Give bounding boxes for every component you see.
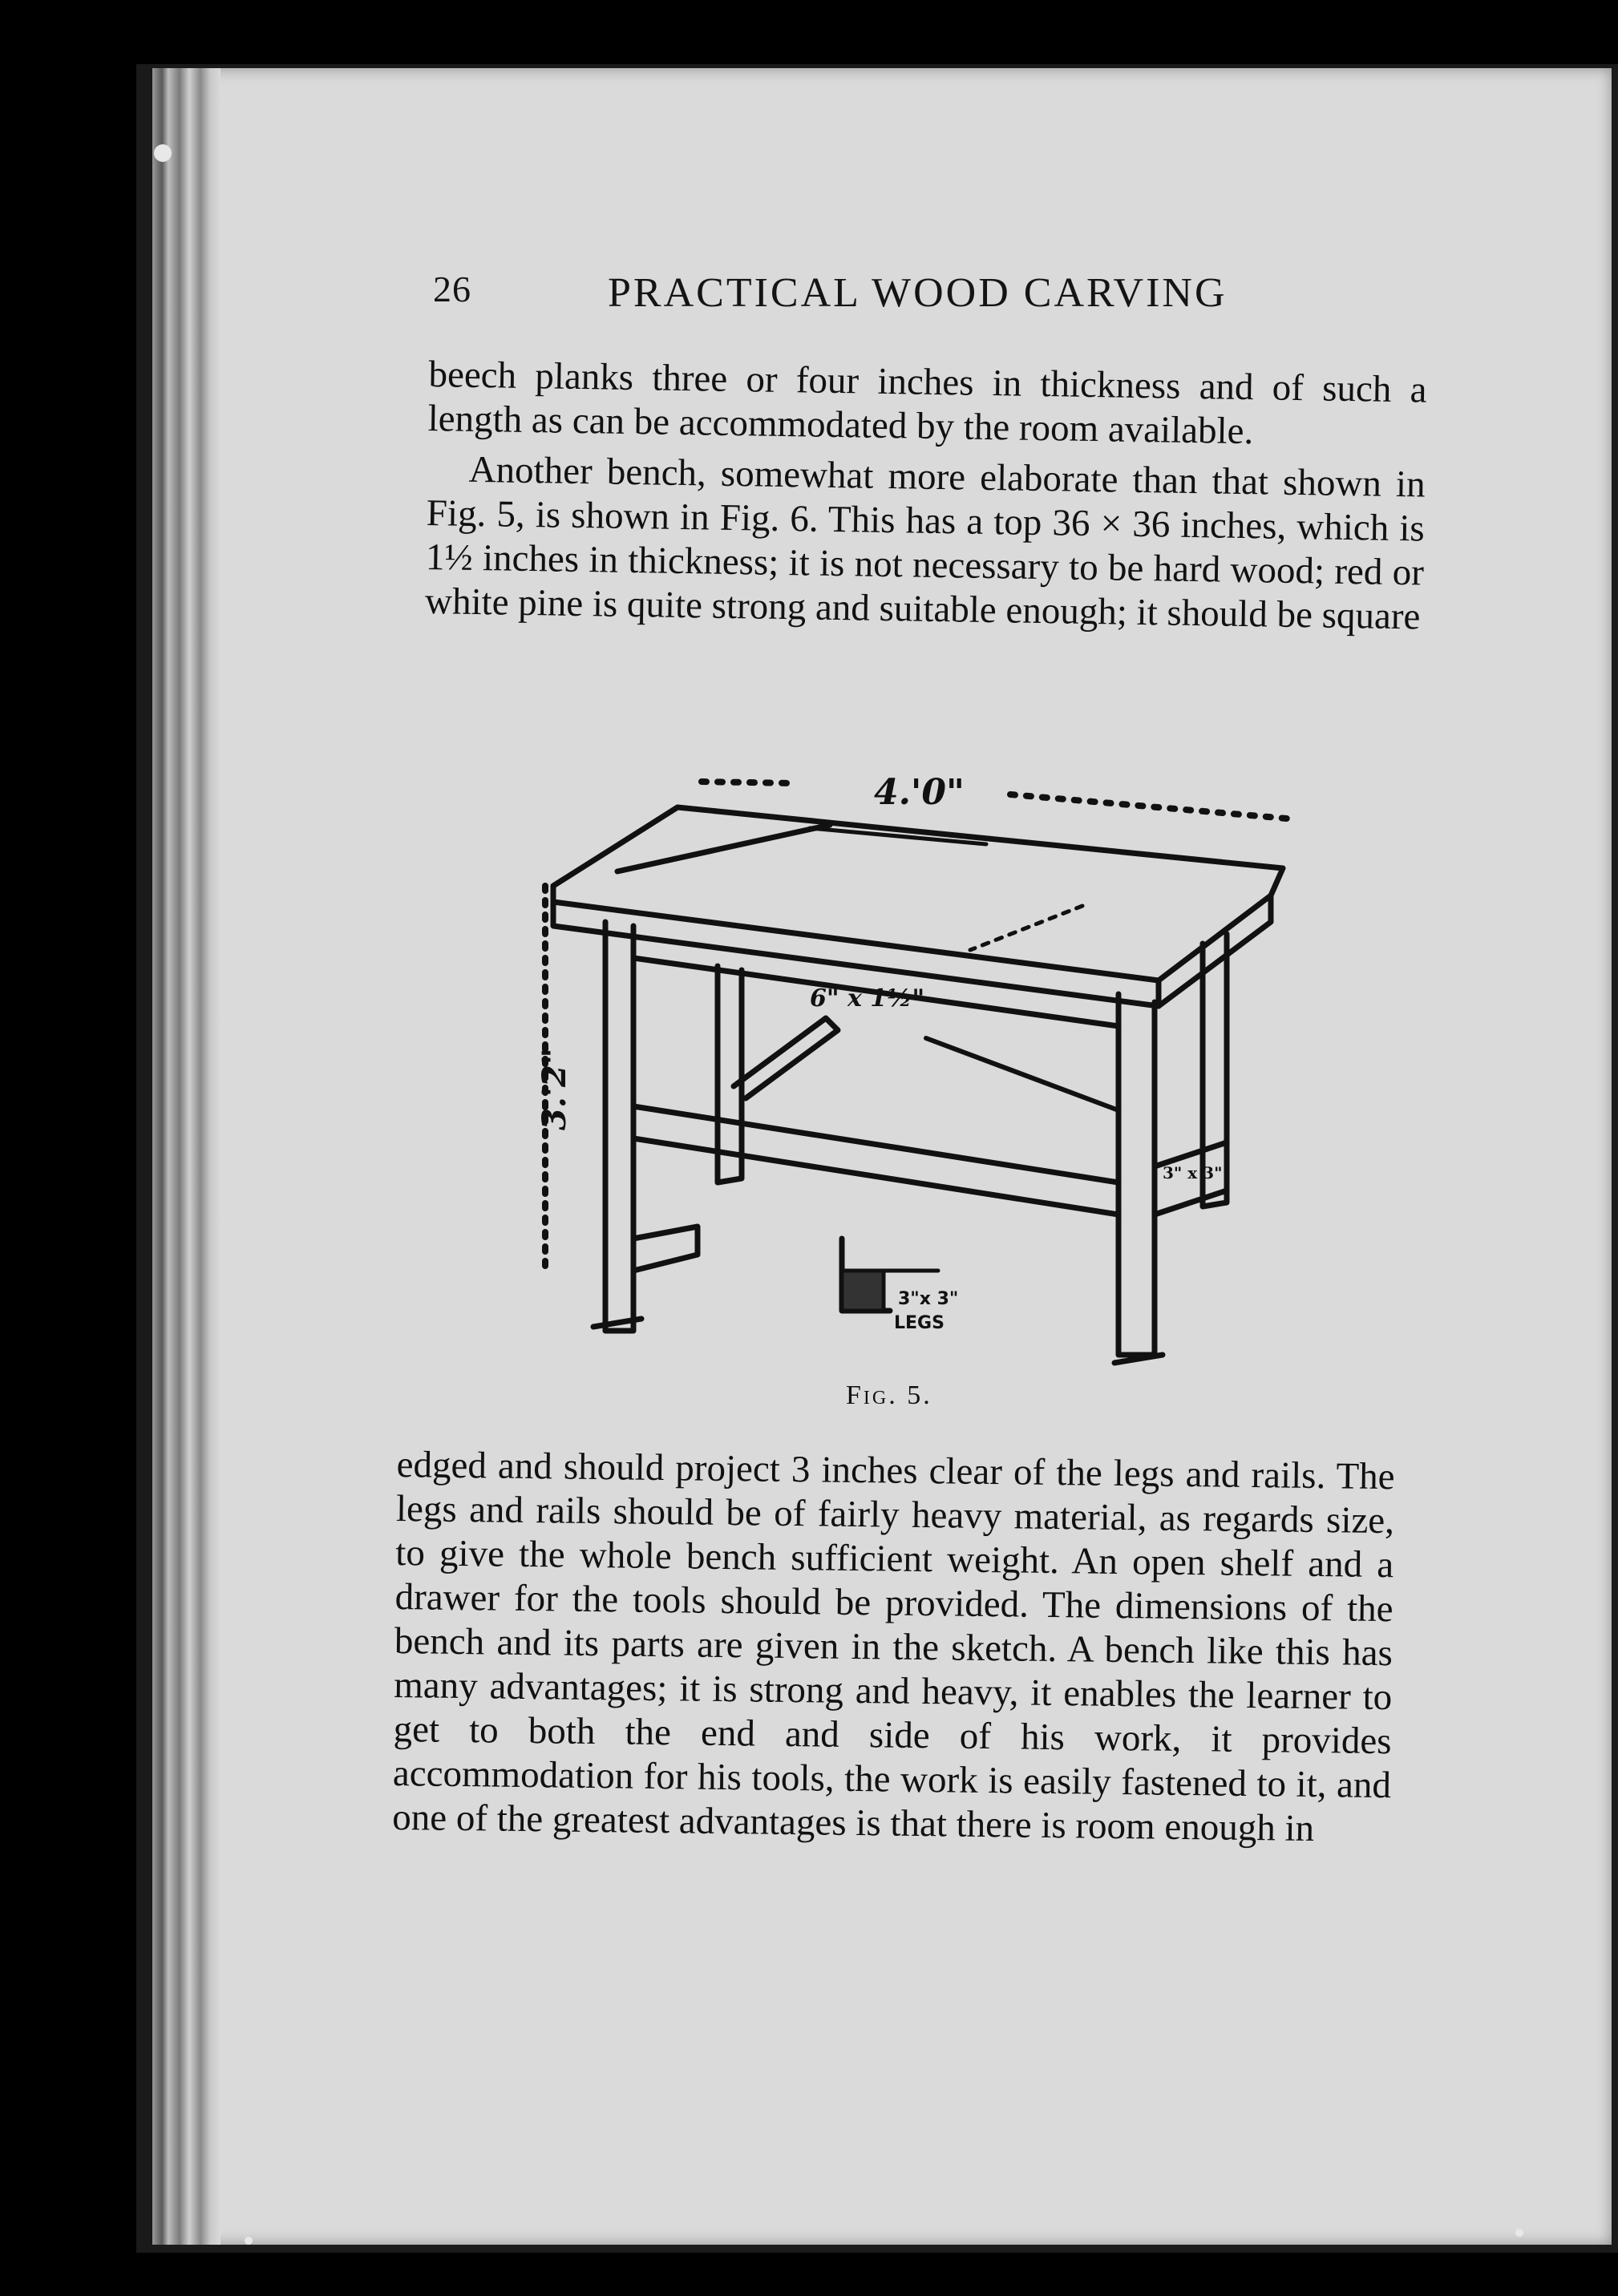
body-text-top: [425, 353, 1427, 640]
running-title: PRACTICAL WOOD CARVING: [608, 270, 1228, 316]
paragraph: Another bench, somewhat more elaborate than that shown in Fig. 5, is shown in Fig. 6. This has a top 36 × 36 inches, which is 1½ inches in thickness; it is not necessary to be hard wood; red or white pine is quite strong and suitable enough; it should be square: [424, 448, 1426, 638]
figure-caption: Fig. 5.: [846, 1380, 932, 1410]
legs-size-label: 3"x 3": [898, 1289, 959, 1309]
length-dimension-line-left: [702, 782, 794, 783]
leg-section-fill: [842, 1271, 884, 1311]
bench-top-side-edge: [1159, 895, 1271, 1006]
lower-stretcher: [633, 1106, 1118, 1215]
scan-speck: [154, 144, 172, 162]
diagonal-brace: [734, 1018, 838, 1098]
stretcher-label: 3" x 3": [1163, 1163, 1223, 1182]
body-text-bottom: [392, 1443, 1395, 1852]
workbench-illustration: [521, 766, 1323, 1391]
scan-speck: [245, 2237, 253, 2245]
bench-figure: [521, 766, 1323, 1391]
height-label: 3.'2": [536, 1048, 573, 1130]
legs-label: LEGS: [894, 1313, 945, 1333]
page-header: [433, 265, 1267, 329]
page-binding-edge: [152, 68, 220, 2245]
bench-top: [553, 807, 1283, 980]
paragraph: edged and should project 3 inches clear of the legs and rails. The legs and rails should be of fairly heavy material, as regards size, to give the whole bench sufficient weight. An open shelf and a drawer for the tools should be provided. The dimensions of the bench and its parts are given in the sketch. A bench like this has many advantages; it is strong and heavy, it enables the learner to get to both the end and side of his work, it provides accommodation for his tools, the work is easily fastened to it, and one of the greatest advantages is that there is room enough in: [391, 1443, 1395, 1850]
rail-label: 6" x 1½": [810, 984, 925, 1013]
plank-line: [617, 825, 830, 871]
front-right-leg: [1118, 994, 1155, 1355]
length-dimension-line-right: [1010, 794, 1287, 819]
scan-speck: [1515, 2229, 1523, 2237]
paragraph: beech planks three or four inches in thickness and of such a length as can be accommodated by the room available.: [427, 353, 1427, 453]
page-number: 26: [433, 269, 471, 309]
length-label: 4.'0": [874, 772, 965, 813]
left-foot-block: [633, 1227, 698, 1271]
front-left-leg: [605, 922, 633, 1331]
